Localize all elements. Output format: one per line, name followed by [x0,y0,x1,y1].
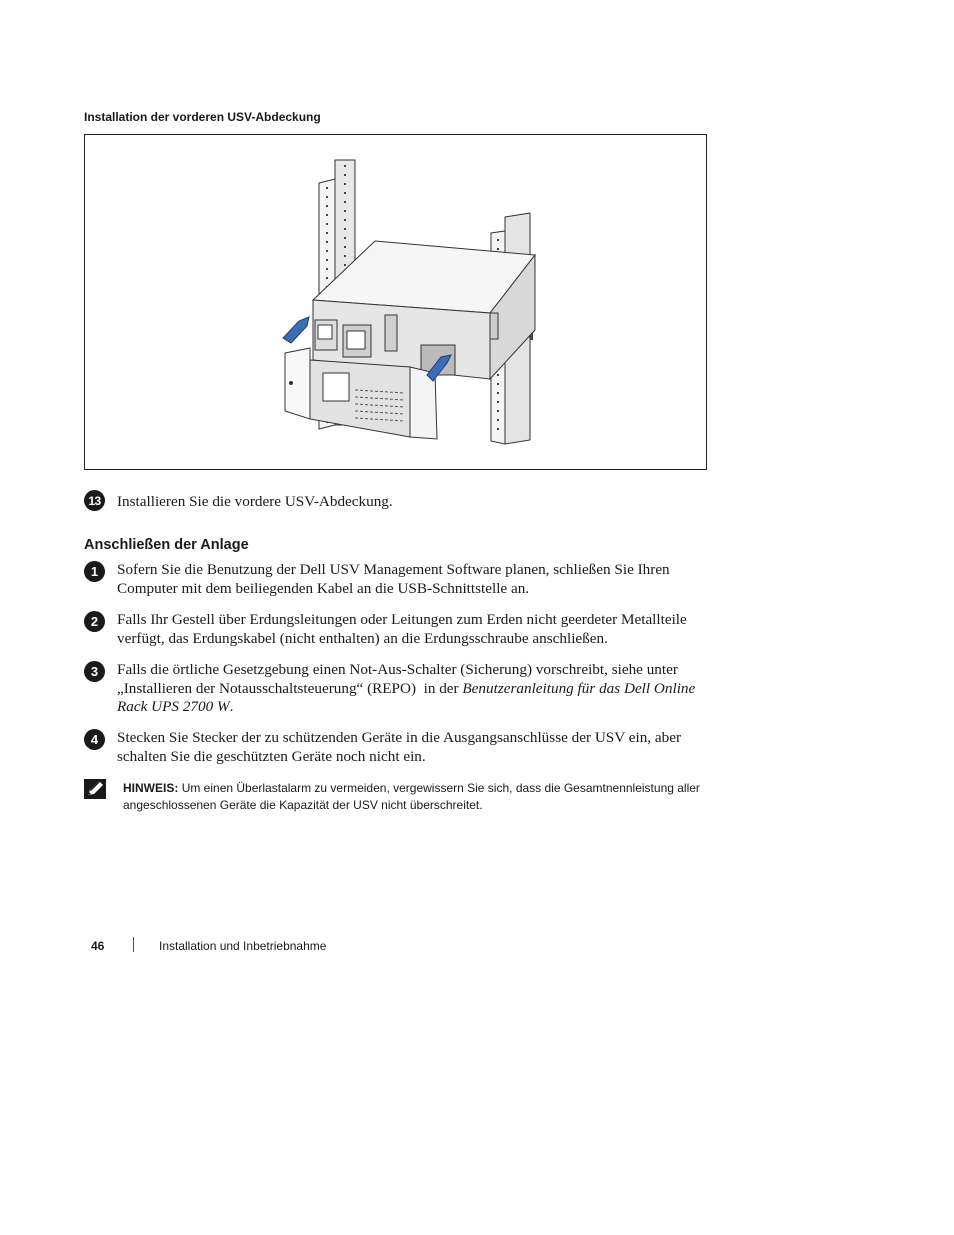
note-text [123,780,753,814]
footer-chapter-title: Installation und Inbetriebnahme [159,939,327,953]
connect-step-1-line-2: Computer mit dem beiliegenden Kabel an die USB-Schnittstelle an. [117,579,530,597]
ups-rack-illustration [85,135,708,471]
connect-step-3-text [117,661,747,717]
connect-step-3-badge: 3 [84,661,105,682]
connect-step-2-badge: 2 [84,611,105,632]
note-text-line-1: Um einen Überlastalarm zu vermeiden, vergewissern Sie sich, dass die Gesamtnennleistung aller [181,781,700,795]
page-number: 46 [91,939,105,953]
step-13-badge: 13 [84,490,105,511]
footer-separator [133,937,134,952]
connect-step-4-text [117,729,747,766]
connect-step-4-line-2: schalten Sie die geschützten Geräte noch nicht ein. [117,747,426,765]
pencil-note-icon [84,779,106,799]
connect-step-2-line-2: verfügt, das Erdungskabel (nicht enthalten) an die Erdungsschraube anschließen. [117,629,608,647]
note-text-line-2: angeschlossenen Geräte die Kapazität der USV nicht überschreitet. [123,798,483,812]
connect-step-1-text [117,561,747,598]
connect-step-4-line-1: Stecken Sie Stecker der zu schützenden Geräte in die Ausgangsanschlüsse der USV ein, aber [117,729,682,746]
connect-step-3-line-2-plain: „Installieren der Notausschaltsteuerung“ (REPO) in der [117,679,463,697]
connect-step-1-badge: 1 [84,561,105,582]
connect-step-2-line-1: Falls Ihr Gestell über Erdungsleitungen oder Leitungen zum Erden nicht geerdeter Metallteile [117,611,687,628]
user-guide-reference: Benutzeranleitung für das Dell Online [462,679,696,697]
note-label: HINWEIS: [123,781,179,795]
step-13-text: Installieren Sie die vordere USV-Abdeckung. [117,493,393,510]
connect-step-4-badge: 4 [84,729,105,750]
figure-caption: Installation der vorderen USV-Abdeckung [84,110,321,124]
connect-step-2-text [117,611,747,648]
figure-ups-front-cover [84,134,707,470]
connect-step-3-line-1: Falls die örtliche Gesetzgebung einen Not-Aus-Schalter (Sicherung) vorschreibt, siehe unter [117,661,678,678]
connect-step-3-line-2 [117,680,747,699]
section-title: Anschließen der Anlage [84,537,249,553]
connect-step-3-line-3 [117,698,747,717]
connect-step-1-line-1: Sofern Sie die Benutzung der Dell USV Management Software planen, schließen Sie Ihren [117,561,670,578]
user-guide-reference-end: Rack UPS 2700 W [117,698,230,715]
connect-step-3-line-3-plain: . [229,698,234,715]
